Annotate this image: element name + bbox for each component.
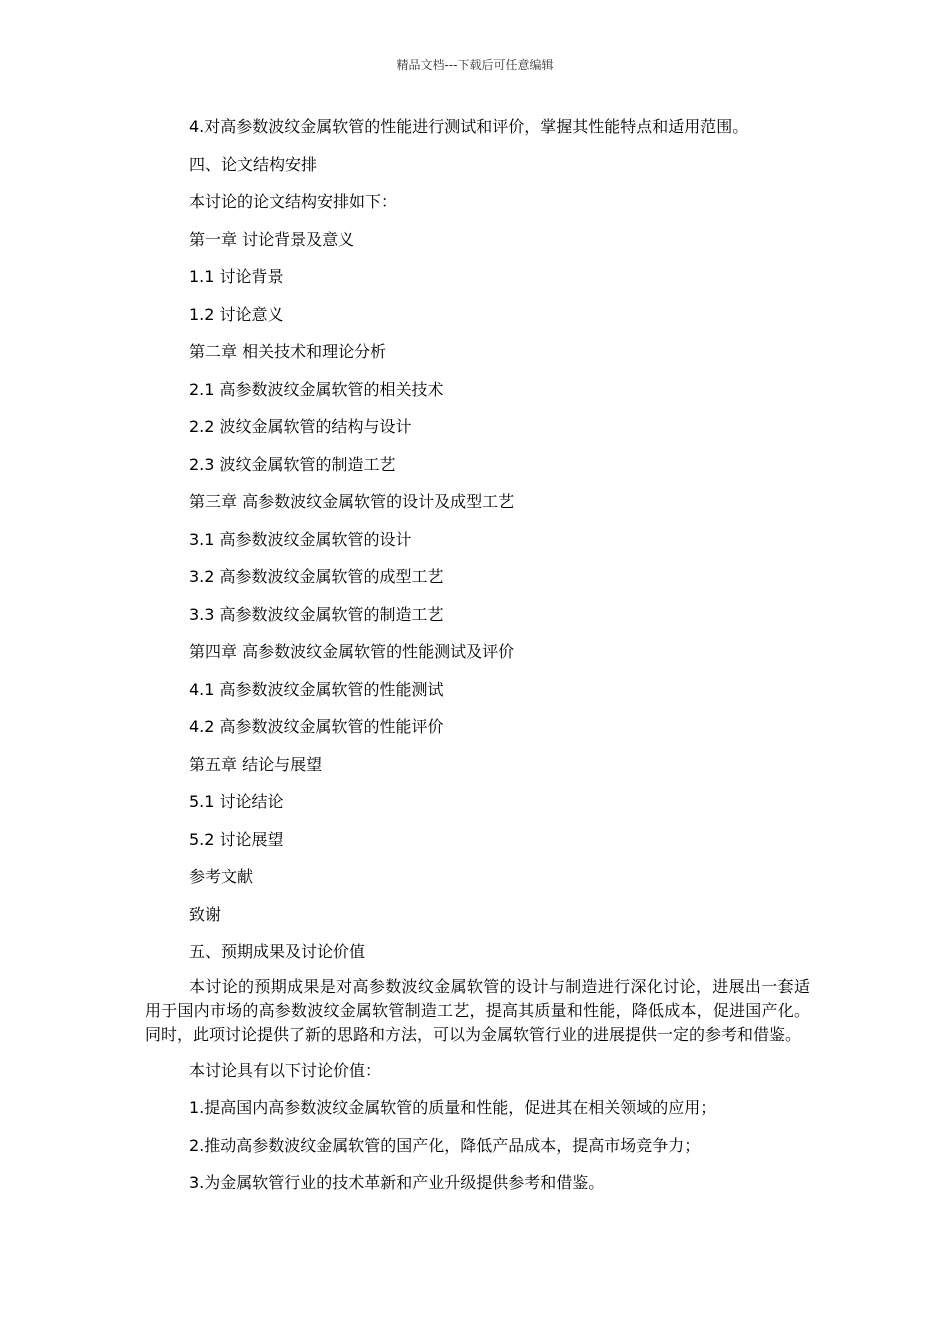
- page-header: 精品文档---下载后可任意编辑: [396, 58, 554, 72]
- value-item-1: 1.提高国内高参数波纹金属软管的质量和性能，促进其在相关领域的应用；: [189, 1098, 717, 1117]
- references-heading: 参考文献: [189, 867, 254, 886]
- section-3-2: 3.2 高参数波纹金属软管的成型工艺: [189, 567, 444, 586]
- outcomes-paragraph: 本讨论的预期成果是对高参数波纹金属软管的设计与制造进行深化讨论，进展出一套适用于国内市场的高参数波纹金属软管制造工艺，提高其质量和性能，降低成本，促进国产化。同时，此项讨论提供了新的思路和方法，可以为金属软管行业的进展提供一定的参考和借鉴。: [145, 976, 810, 1044]
- chapter-5-heading: 第五章 结论与展望: [189, 754, 323, 774]
- section-3-3: 3.3 高参数波纹金属软管的制造工艺: [189, 604, 444, 624]
- chapter-3-heading: 第三章 高参数波纹金属软管的设计及成型工艺: [189, 492, 515, 511]
- value-item-2: 2.推动高参数波纹金属软管的国产化，降低产品成本，提高市场竞争力；: [189, 1135, 701, 1155]
- value-item-3: 3.为金属软管行业的技术革新和产业升级提供参考和借鉴。: [189, 1173, 605, 1192]
- section-2-3: 2.3 波纹金属软管的制造工艺: [189, 454, 396, 474]
- structure-intro: 本讨论的论文结构安排如下：: [189, 192, 398, 211]
- document-body: [145, 116, 810, 1210]
- list-item-objective-4: 4.对高参数波纹金属软管的性能进行测试和评价，掌握其性能特点和适用范围。: [189, 117, 749, 136]
- section-5-1: 5.1 讨论结论: [189, 792, 284, 811]
- section-3-1: 3.1 高参数波纹金属软管的设计: [189, 529, 412, 549]
- section-2-2: 2.2 波纹金属软管的结构与设计: [189, 417, 412, 436]
- section-4-1: 4.1 高参数波纹金属软管的性能测试: [189, 679, 444, 699]
- section-2-1: 2.1 高参数波纹金属软管的相关技术: [189, 379, 444, 399]
- chapter-4-heading: 第四章 高参数波纹金属软管的性能测试及评价: [189, 642, 515, 661]
- chapter-1-heading: 第一章 讨论背景及意义: [189, 229, 355, 249]
- acknowledgements-heading: 致谢: [189, 904, 222, 924]
- value-intro: 本讨论具有以下讨论价值：: [189, 1060, 382, 1080]
- section-4-2: 4.2 高参数波纹金属软管的性能评价: [189, 717, 444, 736]
- chapter-2-heading: 第二章 相关技术和理论分析: [189, 342, 387, 361]
- section-heading-structure: 四、论文结构安排: [189, 154, 318, 174]
- section-heading-outcomes: 五、预期成果及讨论价值: [189, 942, 366, 961]
- section-1-2: 1.2 讨论意义: [189, 304, 284, 324]
- section-1-1: 1.1 讨论背景: [189, 267, 284, 286]
- section-5-2: 5.2 讨论展望: [189, 829, 284, 849]
